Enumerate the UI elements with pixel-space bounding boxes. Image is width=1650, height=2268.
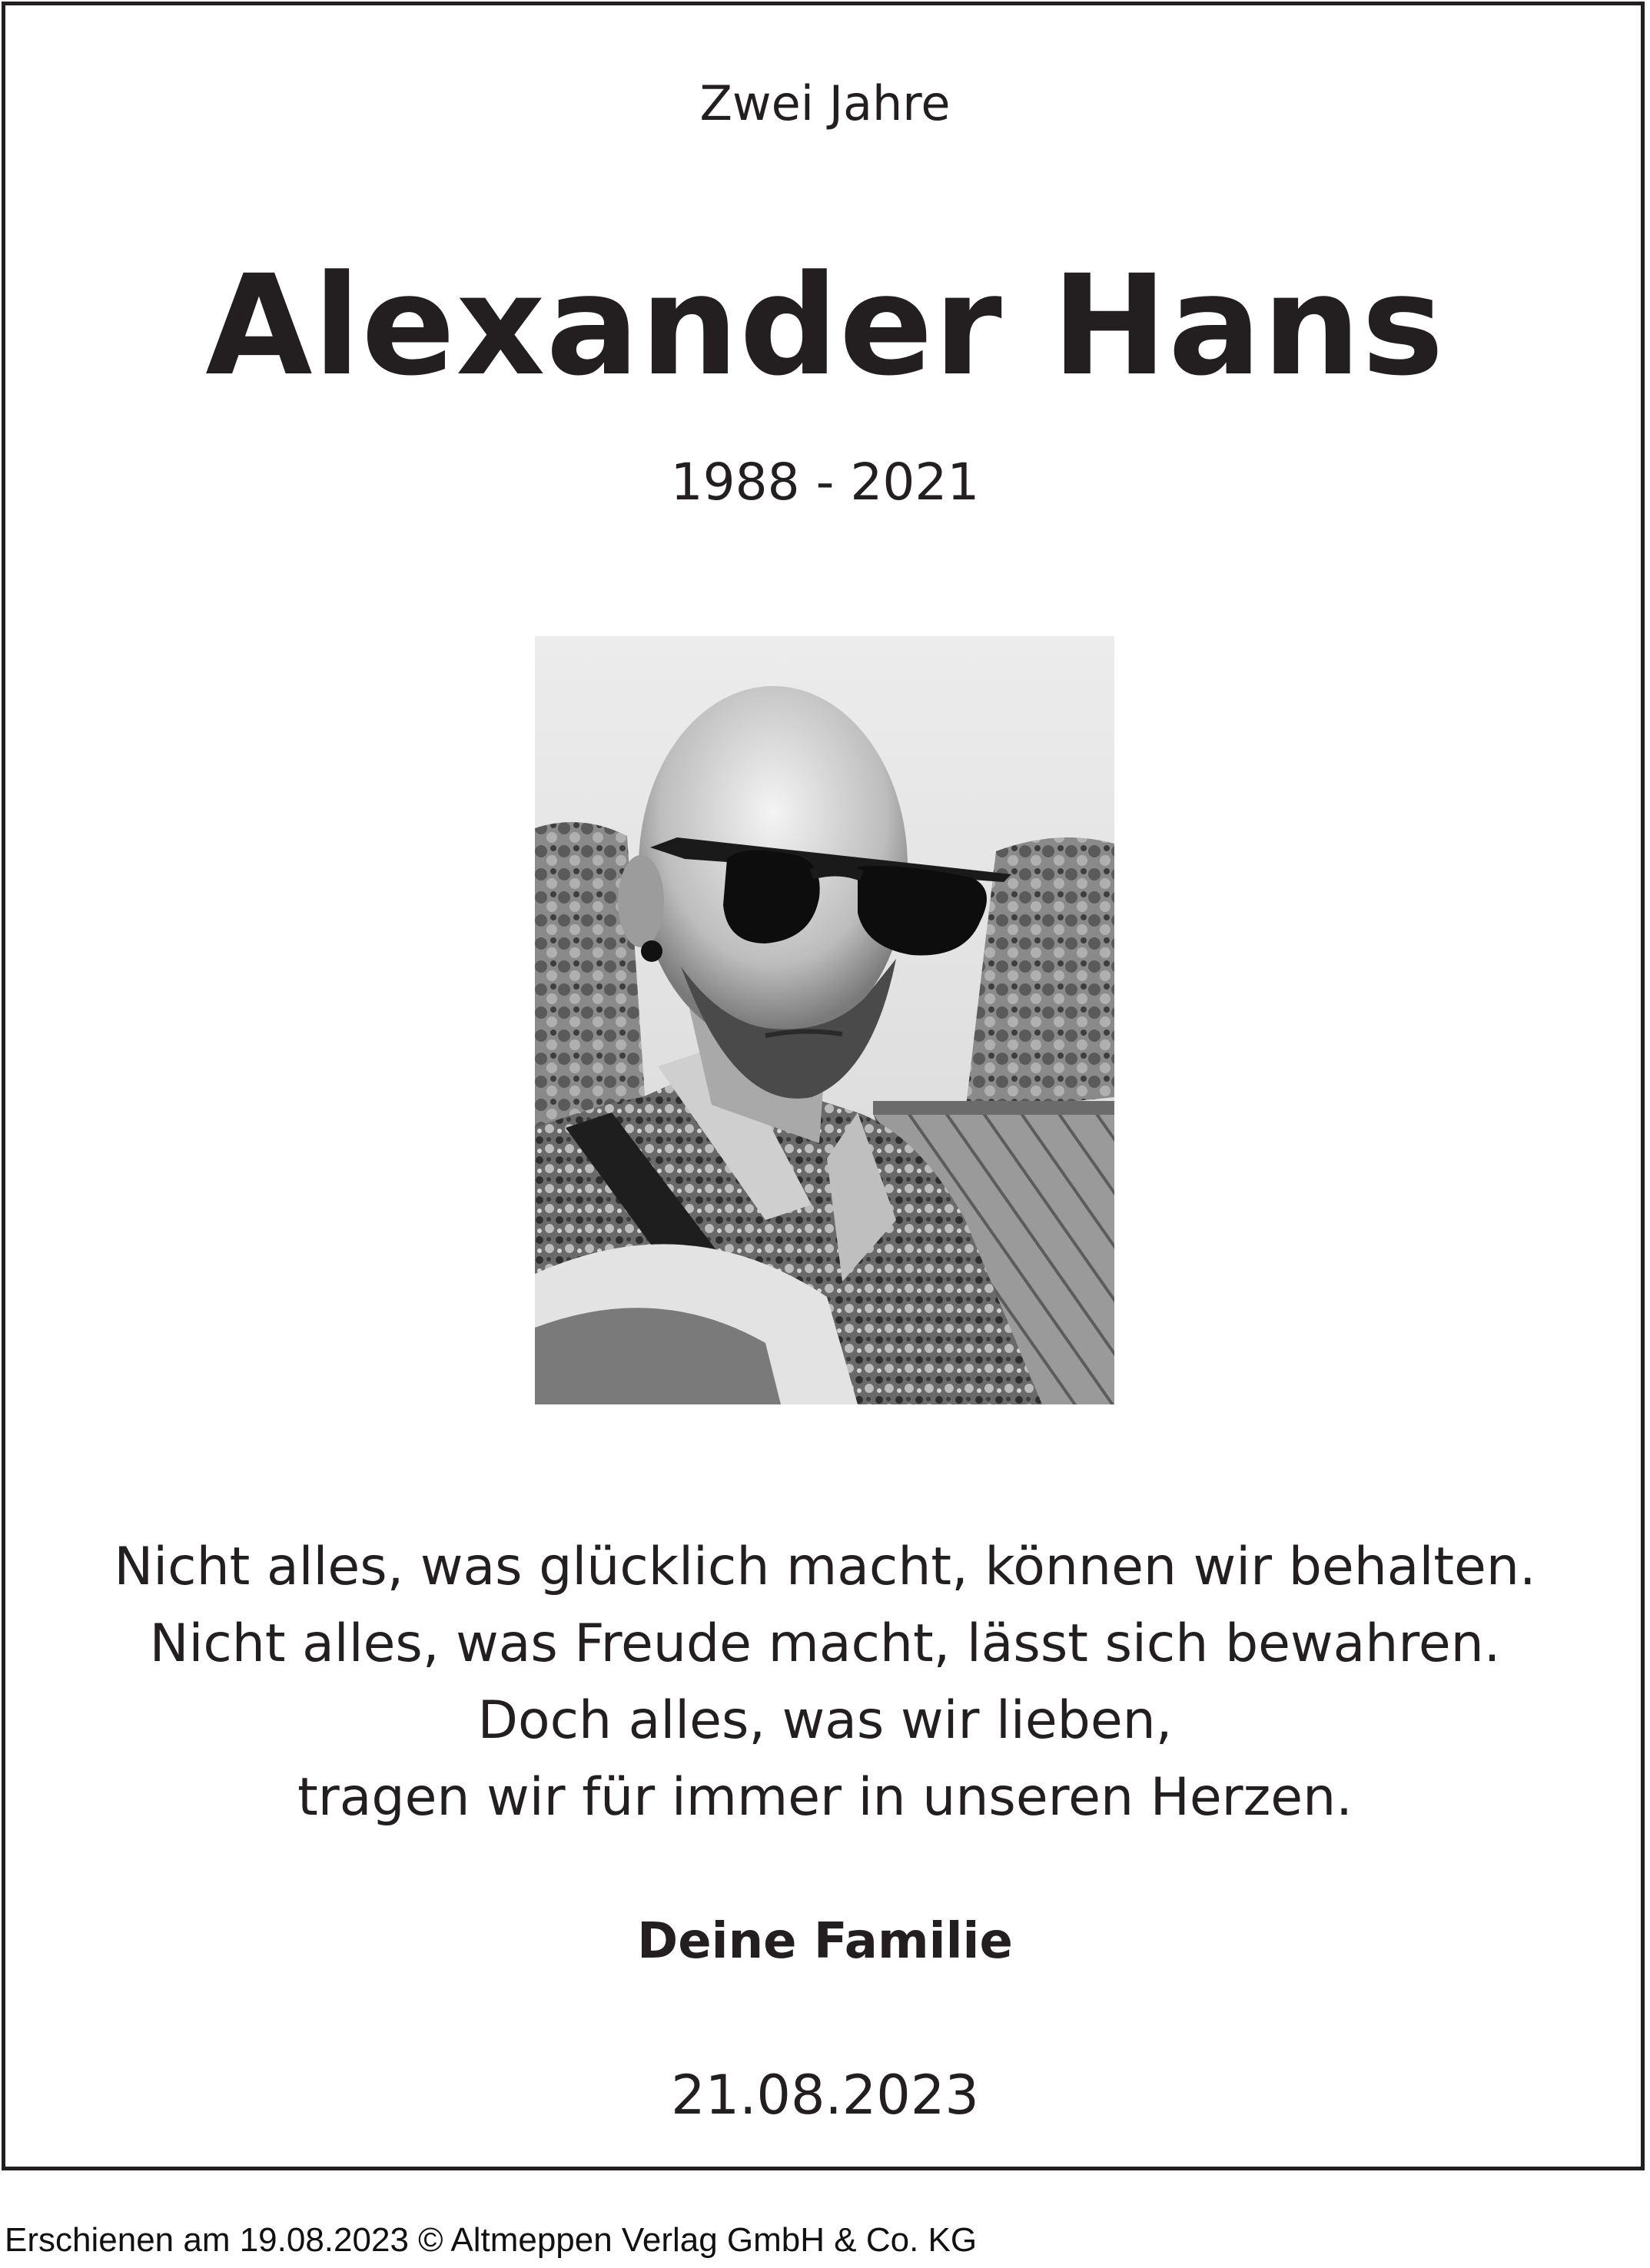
- publication-footer: Erschienen am 19.08.2023 © Altmeppen Verlag GmbH & Co. KG: [5, 2221, 978, 2259]
- verse-line: Doch alles, was wir lieben,: [477, 1690, 1173, 1751]
- portrait-photo: [535, 636, 1114, 1404]
- life-years: 1988 - 2021: [670, 453, 980, 512]
- verse-line: Nicht alles, was glücklich macht, können wir behalten.: [114, 1537, 1536, 1597]
- verse-line: tragen wir für immer in unseren Herzen.: [297, 1767, 1353, 1828]
- memorial-verse: [0, 1529, 1650, 1836]
- subtitle: Zwei Jahre: [699, 75, 951, 131]
- verse-line: Nicht alles, was Freude macht, lässt sich bewahren.: [149, 1613, 1501, 1674]
- deceased-name: Alexander Hans: [205, 246, 1445, 406]
- notice-date: 21.08.2023: [671, 2064, 979, 2127]
- signature: Deine Familie: [637, 1913, 1013, 1970]
